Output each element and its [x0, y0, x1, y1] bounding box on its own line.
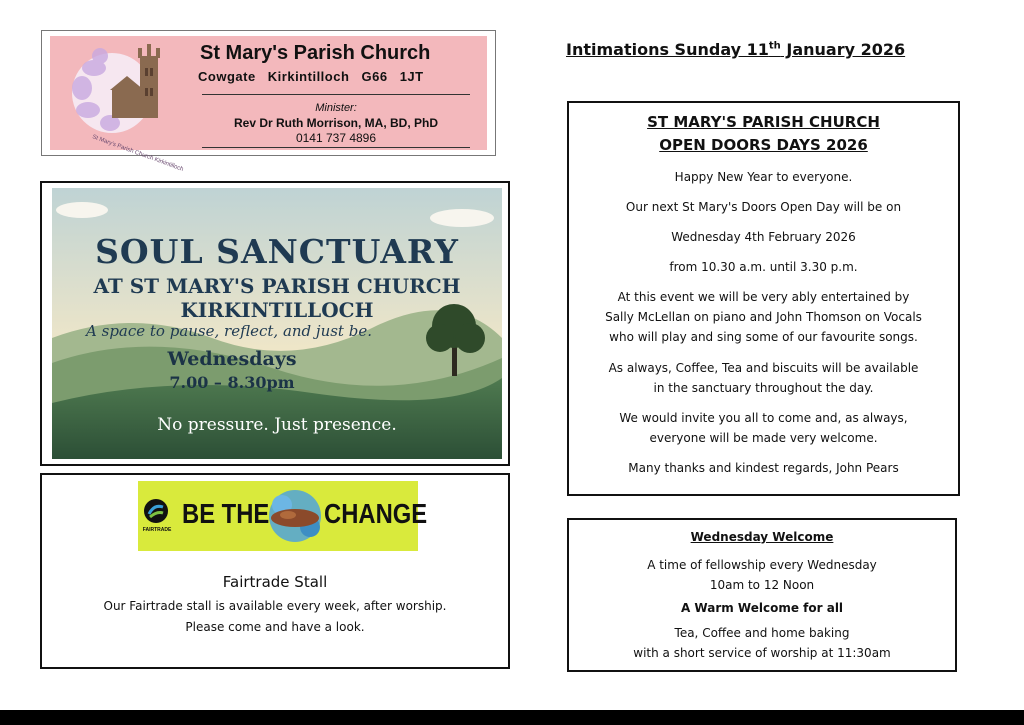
- intimations-heading-date: January 2026: [780, 40, 906, 59]
- wednesday-welcome-line-4: Tea, Coffee and home baking: [674, 626, 850, 640]
- open-doors-time: from 10.30 a.m. until 3.30 p.m.: [669, 260, 858, 274]
- wednesday-welcome-line-5: with a short service of worship at 11:30am: [633, 646, 891, 660]
- fairtrade-description: Our Fairtrade stall is available every week, after worship.: [103, 599, 447, 613]
- wednesday-welcome-card: [567, 518, 957, 672]
- fairtrade-mark-label: FAIRTRADE: [142, 527, 172, 533]
- open-doors-signoff: Many thanks and kindest regards, John Pears: [628, 461, 899, 475]
- open-doors-heading-title: OPEN DOORS DAYS 2026: [659, 136, 868, 154]
- banner-text-be-the: BE THE: [182, 498, 270, 529]
- soul-sanctuary-title: SOUL SANCTUARY: [95, 232, 459, 271]
- open-doors-entertain-line-3: who will play and sing some of our favourite songs.: [609, 330, 918, 344]
- minister-name: Rev Dr Ruth Morrison, MA, BD, PhD: [233, 116, 438, 130]
- open-doors-heading-church: ST MARY'S PARISH CHURCH: [647, 113, 880, 131]
- open-doors-refreshments-line-2: in the sanctuary throughout the day.: [653, 381, 874, 395]
- fairtrade-title: Fairtrade Stall: [222, 573, 328, 591]
- soul-sanctuary-poster: [52, 188, 502, 459]
- minister-label: Minister:: [315, 102, 357, 114]
- soul-sanctuary-tagline: A space to pause, reflect, and just be.: [86, 322, 372, 340]
- open-doors-entertain-line-2: Sally McLellan on piano and John Thomson on Vocals: [605, 310, 922, 324]
- fairtrade-invitation: Please come and have a look.: [185, 620, 365, 634]
- open-doors-date: Wednesday 4th February 2026: [671, 230, 856, 244]
- open-doors-invite-line-1: We would invite you all to come and, as always,: [619, 411, 908, 425]
- fairtrade-card: [40, 473, 510, 669]
- open-doors-next-day: Our next St Mary's Doors Open Day will be on: [625, 200, 902, 214]
- church-header-card: [41, 30, 496, 173]
- church-address: Cowgate Kirkintilloch G66 1JT: [198, 69, 424, 84]
- banner-text-change: CHANGE: [324, 498, 428, 529]
- soul-sanctuary-town: KIRKINTILLOCH: [180, 298, 374, 322]
- open-doors-entertain-line-1: At this event we will be very ably entertained by: [617, 290, 910, 304]
- soul-sanctuary-venue: AT ST MARY'S PARISH CHURCH: [93, 274, 461, 298]
- soul-sanctuary-days: Wednesdays: [167, 348, 297, 370]
- intimations-heading-ordinal: th: [768, 40, 781, 52]
- open-doors-refreshments-line-1: As always, Coffee, Tea and biscuits will be available: [608, 361, 919, 375]
- header-banner: [50, 36, 487, 173]
- logo-caption: St Mary's Parish Church Kirkintilloch: [91, 134, 185, 173]
- fairtrade-mark-icon: [144, 499, 168, 523]
- header-divider-bottom: [202, 147, 470, 148]
- wednesday-welcome-line-3: A Warm Welcome for all: [680, 601, 844, 615]
- wednesday-welcome-line-2: 10am to 12 Noon: [709, 578, 815, 592]
- soul-sanctuary-footer: No pressure. Just presence.: [157, 415, 397, 435]
- open-doors-greeting: Happy New Year to everyone.: [674, 170, 853, 184]
- wednesday-welcome-line-1: A time of fellowship every Wednesday: [647, 558, 877, 572]
- church-logo-icon: [52, 38, 192, 173]
- soul-sanctuary-times: 7.00 – 8.30pm: [169, 373, 295, 392]
- be-the-change-banner: [138, 481, 428, 551]
- intimations-heading: [566, 40, 905, 59]
- cocoa-pod-icon: [258, 485, 332, 547]
- bottom-bar: [0, 710, 1024, 725]
- wednesday-welcome-title: Wednesday Welcome: [690, 530, 834, 544]
- church-phone: 0141 737 4896: [295, 131, 377, 145]
- open-doors-invite-line-2: everyone will be made very welcome.: [649, 431, 878, 445]
- open-doors-card: [567, 101, 960, 496]
- church-name: St Mary's Parish Church: [200, 42, 431, 64]
- intimations-heading-prefix: Intimations Sunday 11: [566, 40, 769, 59]
- soul-sanctuary-card: [40, 181, 510, 466]
- header-divider-top: [202, 94, 470, 95]
